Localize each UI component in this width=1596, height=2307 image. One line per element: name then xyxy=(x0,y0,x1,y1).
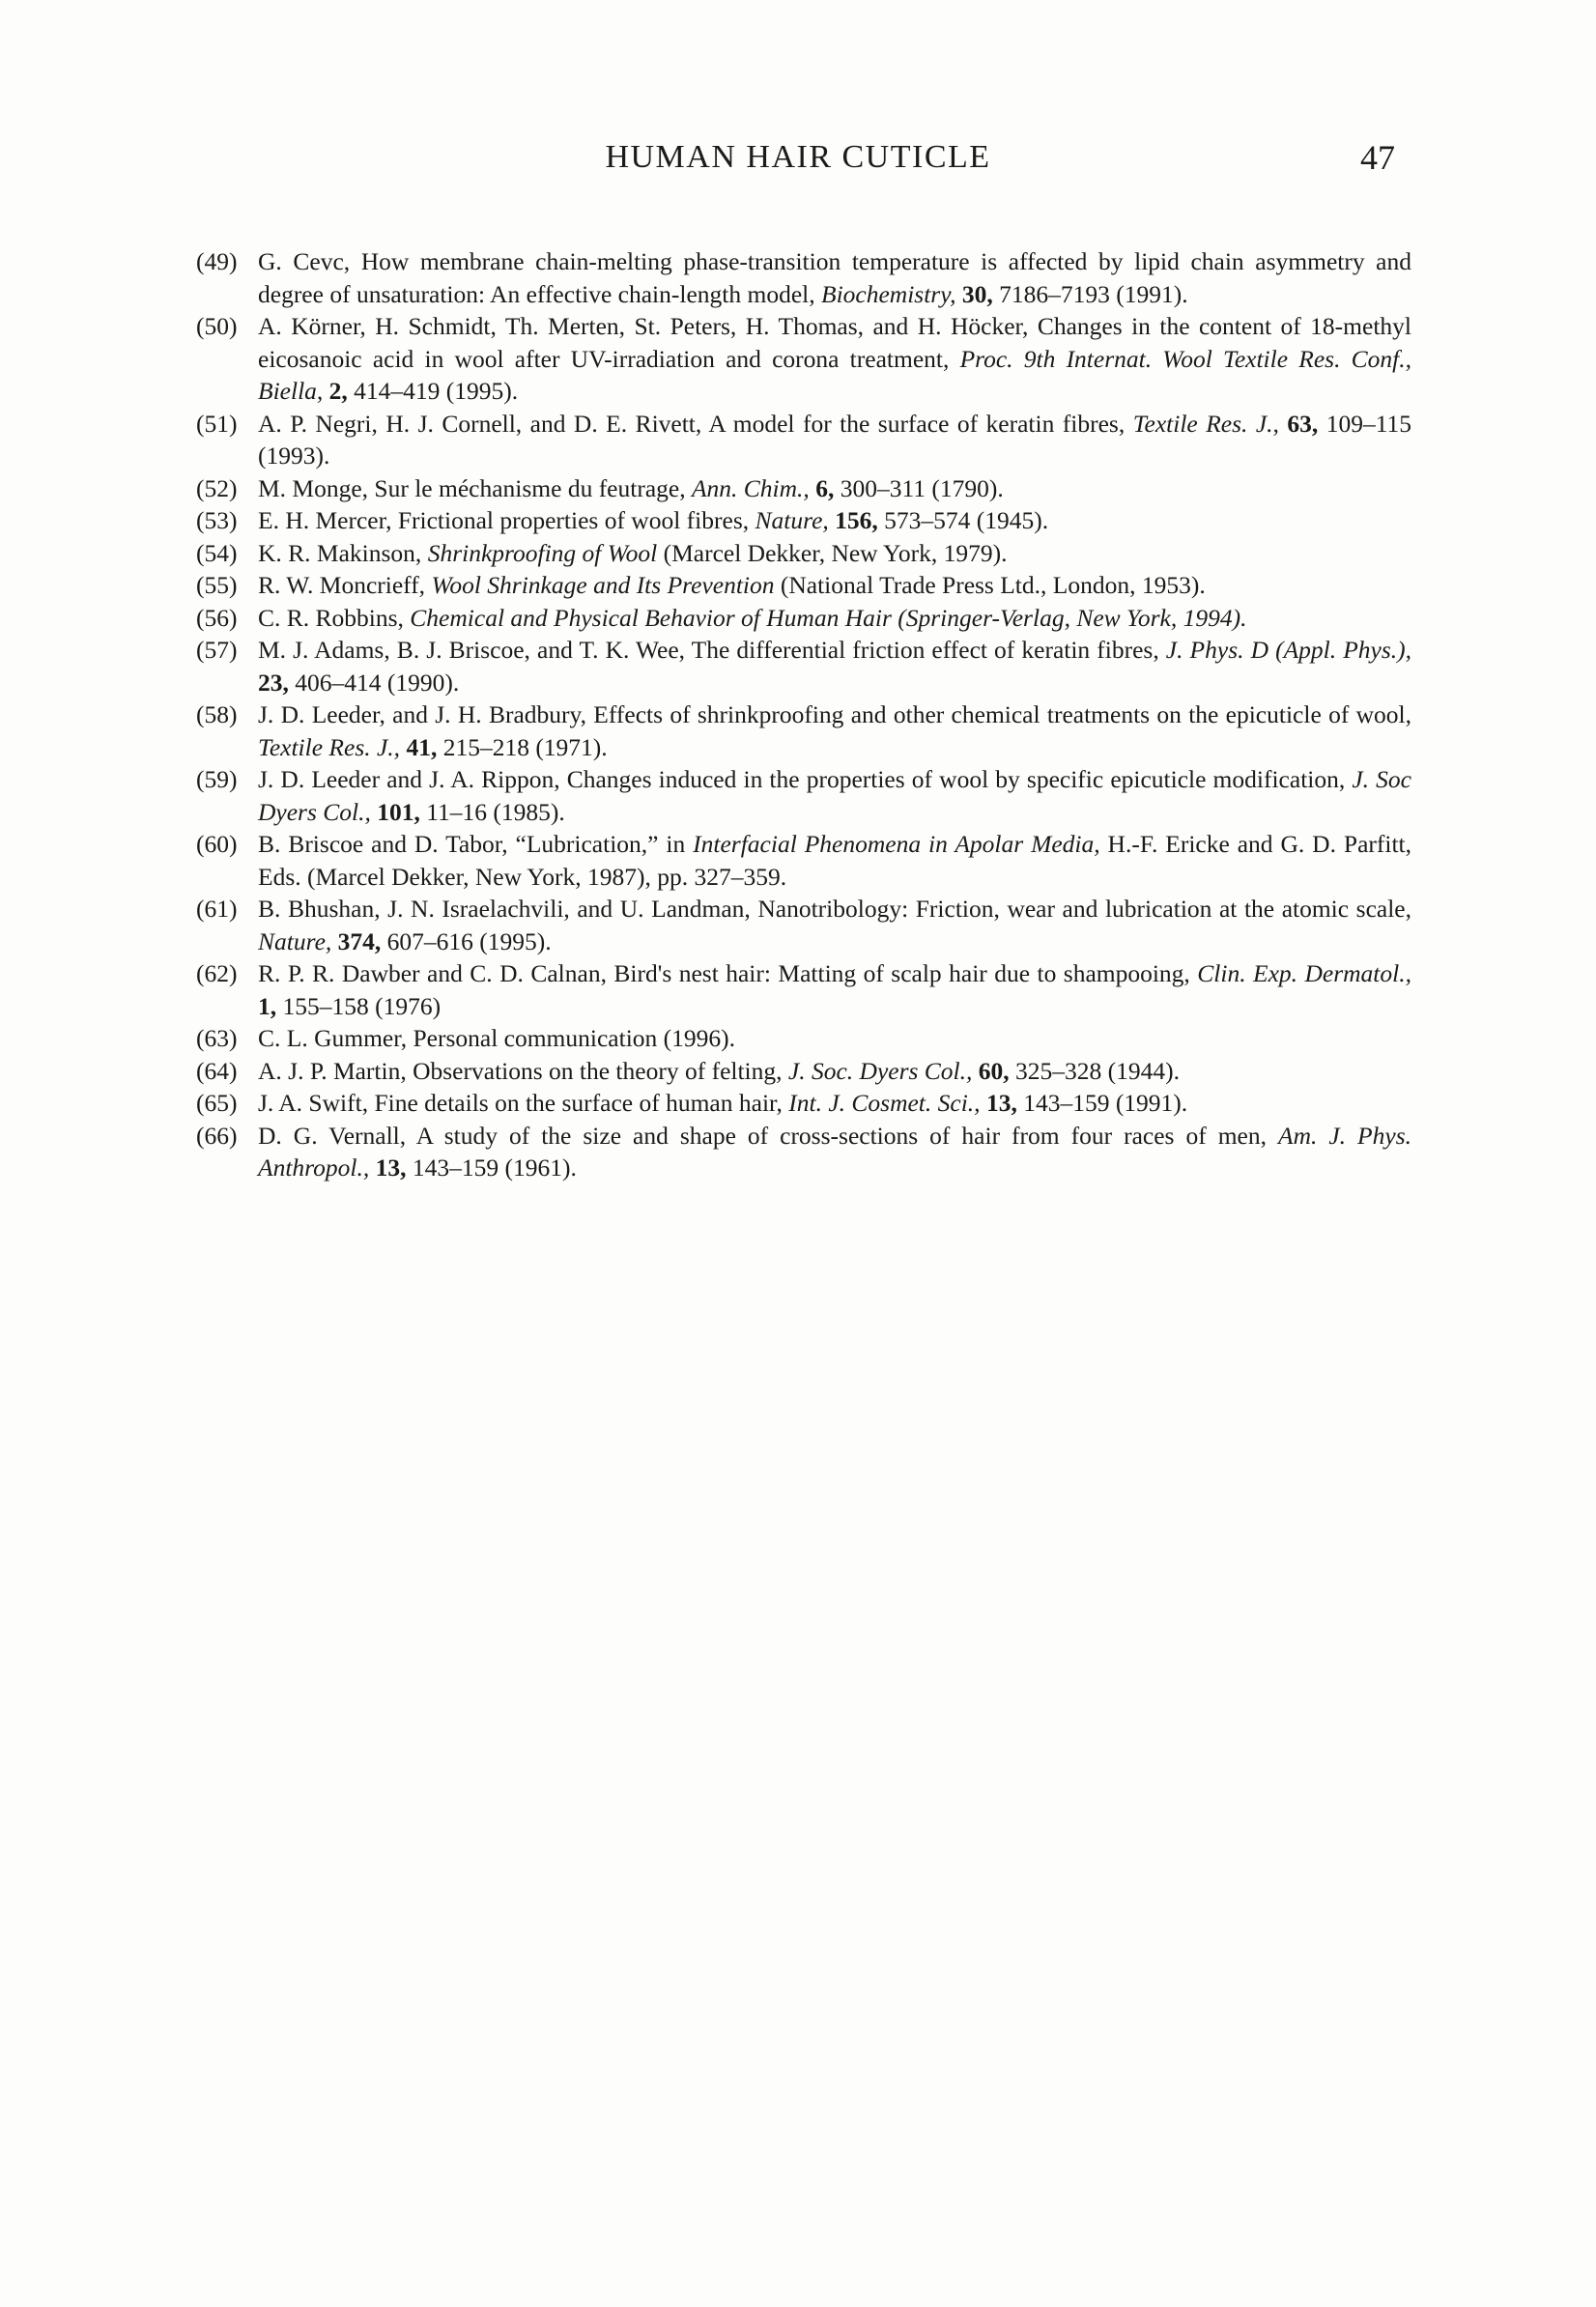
running-title: HUMAN HAIR CUTICLE xyxy=(605,139,991,175)
reference-item xyxy=(196,537,1411,570)
reference-item xyxy=(196,698,1411,763)
reference-text: M. J. Adams, B. J. Briscoe, and T. K. Wee, The differential friction effect of keratin fibres, J. Phys. D (Appl. Phys.), 23, 406–414 (1990). xyxy=(258,636,1412,697)
reference-number: (49) xyxy=(196,247,238,275)
reference-number: (59) xyxy=(196,765,238,793)
reference-number: (65) xyxy=(196,1089,238,1117)
reference-number: (57) xyxy=(196,636,238,664)
reference-number: (62) xyxy=(196,959,238,987)
reference-text: J. D. Leeder and J. A. Rippon, Changes induced in the properties of wool by specific epicuticle modification, J. Soc Dyers Col., 101, 11–16 (1985). xyxy=(258,765,1411,826)
reference-text: R. P. R. Dawber and C. D. Calnan, Bird's nest hair: Matting of scalp hair due to shampooing, Clin. Exp. Dermatol., 1, 155–158 (1976) xyxy=(258,959,1411,1020)
reference-text: C. L. Gummer, Personal communication (1996). xyxy=(258,1024,736,1052)
reference-text: M. Monge, Sur le méchanisme du feutrage, Ann. Chim., 6, 300–311 (1790). xyxy=(258,473,1004,502)
reference-text: C. R. Robbins, Chemical and Physical Behavior of Human Hair (Springer-Verlag, New York, 1994). xyxy=(258,603,1247,632)
reference-number: (63) xyxy=(196,1024,238,1052)
reference-text: A. J. P. Martin, Observations on the theory of felting, J. Soc. Dyers Col., 60, 325–328 (1944). xyxy=(258,1056,1181,1085)
reference-number: (54) xyxy=(196,538,238,567)
reference-item xyxy=(196,1022,1411,1055)
reference-item xyxy=(196,957,1411,1022)
references-list xyxy=(196,245,1411,1184)
reference-number: (56) xyxy=(196,603,238,632)
reference-text: D. G. Vernall, A study of the size and shape of cross-sections of hair from four races of men, Am. J. Phys. Anthropol., 13, 143–159 (1961). xyxy=(258,1121,1411,1182)
page-number: 47 xyxy=(1360,138,1395,177)
reference-text: B. Bhushan, J. N. Israelachvili, and U. Landman, Nanotribology: Friction, wear and lubrication at the atomic scale, Nature, 374, 607–616 (1995). xyxy=(258,895,1411,955)
reference-item xyxy=(196,763,1411,828)
reference-item xyxy=(196,245,1411,310)
reference-item xyxy=(196,634,1411,698)
reference-text: A. Körner, H. Schmidt, Th. Merten, St. Peters, H. Thomas, and H. Höcker, Changes in the content of 18-methyl eicosanoic acid in wool after UV-irradiation and corona treatment, Proc. 9th Internat. Wool Textile Res. Conf., Biella, 2, 414–419 (1995). xyxy=(258,312,1411,405)
reference-number: (61) xyxy=(196,895,238,923)
reference-number: (51) xyxy=(196,409,238,438)
reference-number: (66) xyxy=(196,1121,238,1150)
reference-item xyxy=(196,569,1411,602)
page-header xyxy=(0,0,1596,193)
reference-item xyxy=(196,828,1411,893)
reference-number: (60) xyxy=(196,830,238,858)
reference-item xyxy=(196,1087,1411,1120)
reference-item xyxy=(196,472,1411,505)
reference-text: R. W. Moncrieff, Wool Shrinkage and Its Prevention (National Trade Press Ltd., London, 1953). xyxy=(258,571,1206,599)
reference-item xyxy=(196,408,1411,472)
reference-number: (52) xyxy=(196,473,238,502)
reference-item xyxy=(196,1120,1411,1184)
reference-item xyxy=(196,504,1411,537)
reference-text: J. D. Leeder, and J. H. Bradbury, Effects of shrinkproofing and other chemical treatments on the epicuticle of wool, Textile Res. J., 41, 215–218 (1971). xyxy=(258,700,1411,761)
reference-number: (50) xyxy=(196,312,238,340)
reference-text: A. P. Negri, H. J. Cornell, and D. E. Rivett, A model for the surface of keratin fibres, Textile Res. J., 63, 109–115 (1993). xyxy=(258,409,1412,470)
reference-item xyxy=(196,310,1411,408)
reference-item xyxy=(196,1055,1411,1088)
reference-number: (55) xyxy=(196,571,238,599)
reference-text: B. Briscoe and D. Tabor, “Lubrication,” in Interfacial Phenomena in Apolar Media, H.-F. Ericke and G. D. Parfitt, Eds. (Marcel Dekker, New York, 1987), pp. 327–359. xyxy=(258,830,1411,891)
reference-number: (64) xyxy=(196,1056,238,1085)
reference-item xyxy=(196,893,1411,957)
reference-text: K. R. Makinson, Shrinkproofing of Wool (Marcel Dekker, New York, 1979). xyxy=(258,538,1008,567)
reference-number: (58) xyxy=(196,700,238,728)
reference-text: J. A. Swift, Fine details on the surface of human hair, Int. J. Cosmet. Sci., 13, 143–159 (1991). xyxy=(258,1089,1188,1117)
reference-text: G. Cevc, How membrane chain-melting phase-transition temperature is affected by lipid chain asymmetry and degree of unsaturation: An effective chain-length model, Biochemistry, 30, 7186–7193 (1991). xyxy=(258,247,1411,308)
reference-item xyxy=(196,602,1411,635)
reference-number: (53) xyxy=(196,506,238,534)
reference-text: E. H. Mercer, Frictional properties of wool fibres, Nature, 156, 573–574 (1945). xyxy=(258,506,1049,534)
